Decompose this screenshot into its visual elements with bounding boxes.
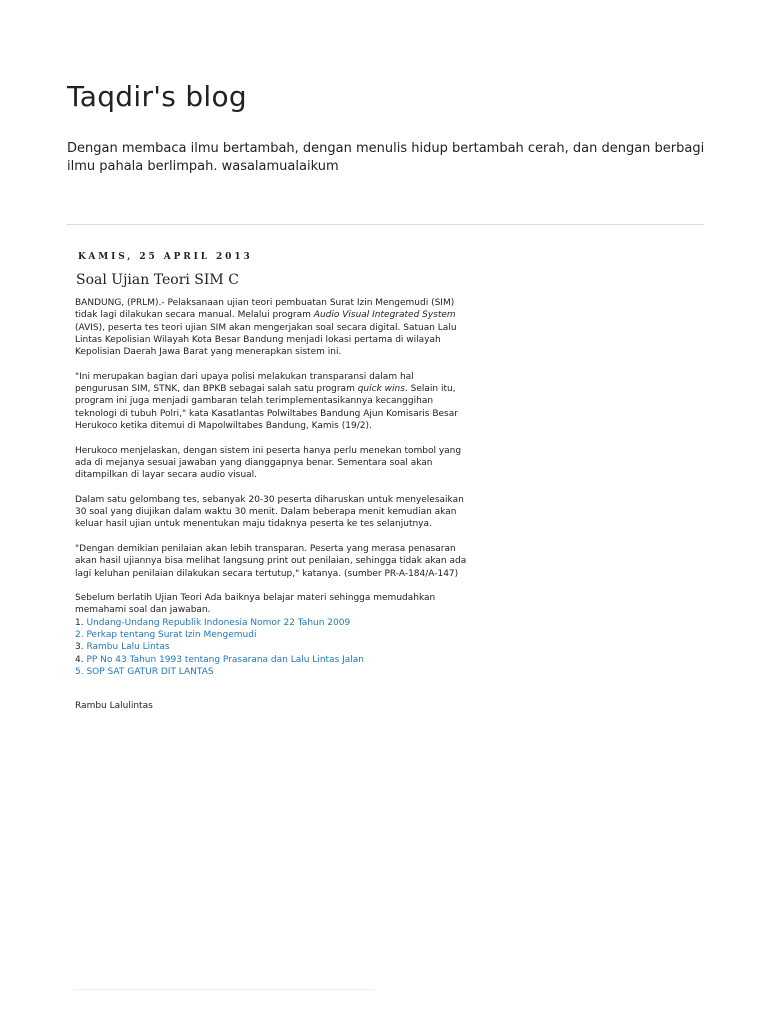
- list-number: 3.: [75, 642, 87, 653]
- link-sop-sat-gatur[interactable]: SOP SAT GATUR DIT LANTAS: [86, 666, 214, 677]
- post-paragraph-5: "Dengan demikian penilaian akan lebih transparan. Peserta yang merasa penasaran akan hasil ujiannya bisa melihat langsung print out penilaian, sehingga tidak akan ada lagi keluhan penilaian dilakukan secara tertutup," katanya. (sumber PR-A-184/A-147): [75, 543, 467, 579]
- reference-links-list: [75, 617, 470, 678]
- blog-description: Dengan membaca ilmu bertambah, dengan menulis hidup bertambah cerah, dan dengan berbagi ilmu pahala berlimpah. wasalamualaikum: [67, 141, 705, 174]
- paragraph-text: "Ini merupakan bagian dari upaya polisi melakukan transparansi dalam hal pengurusan SIM, STNK, dan BPKB sebagai salah satu program: [75, 371, 414, 395]
- link-pp-43-1993[interactable]: PP No 43 Tahun 1993 tentang Prasarana dan Lalu Lintas Jalan: [86, 654, 365, 665]
- post-date: KAMIS, 25 APRIL 2013: [78, 252, 253, 262]
- blog-title[interactable]: Taqdir's blog: [67, 80, 248, 113]
- link-rambu-lalu-lintas[interactable]: Rambu Lalu Lintas: [86, 642, 170, 653]
- list-number: 1.: [75, 617, 87, 628]
- link-perkap-sim[interactable]: Perkap tentang Surat Izin Mengemudi: [86, 630, 257, 641]
- header-divider: [67, 224, 704, 225]
- post-footer-divider: [75, 989, 373, 990]
- list-item: [75, 666, 470, 678]
- list-number: 2.: [75, 630, 87, 641]
- paragraph-text: BANDUNG, (PRLM).- Pelaksanaan ujian teori pembuatan Surat Izin Mengemudi (SIM) tidak lagi dilakukan secara manual. Melalui program: [75, 298, 455, 321]
- image-caption: Rambu Lalulintas: [75, 701, 153, 712]
- blog-header: [67, 80, 707, 174]
- post-paragraph-3: Herukoco menjelaskan, dengan sistem ini peserta hanya perlu menekan tombol yang ada di mejanya sesuai jawaban yang dianggapnya benar. Sementara soal akan ditampilkan di layar secara audio visual.: [75, 445, 462, 481]
- list-item: [75, 641, 470, 653]
- list-number: 4.: [75, 654, 87, 665]
- paragraph-text: . Selain itu, program ini juga menjadi gambaran telah terimplementasikannya kecanggihan teknologi di tubuh Polri," kata Kasatlantas Polwiltabes Bandung Ajun Komisaris Besar Herukoco ketika ditemui di Mapolwiltabes Bandung, Kamis (19/2).: [75, 384, 458, 431]
- list-number: 5.: [75, 666, 87, 677]
- list-item: [75, 617, 470, 629]
- list-item: [75, 654, 470, 666]
- program-name: Audio Visual Integrated System: [313, 310, 456, 321]
- post-paragraph-4: Dalam satu gelombang tes, sebanyak 20-30 peserta diharuskan untuk menyelesaikan 30 soal yang diujikan dalam waktu 30 menit. Dalam beberapa menit kemudian akan keluar hasil ujian untuk menentukan maju tidaknya peserta ke tes selanjutnya.: [75, 494, 464, 530]
- list-item: [75, 629, 470, 641]
- program-name: quick wins: [357, 384, 405, 395]
- paragraph-text: (AVIS), peserta tes teori ujian SIM akan mengerjakan soal secara digital. Satuan Lalu Lintas Kepolisian Wilayah Kota Besar Bandung menjadi lokasi pertama di wilayah Kepolisian Daerah Jawa Barat yang menerapkan sistem ini.: [75, 322, 457, 358]
- link-uu-22-2009[interactable]: Undang-Undang Republik Indonesia Nomor 22 Tahun 2009: [86, 617, 351, 628]
- post-body: [75, 297, 470, 713]
- post-title[interactable]: Soal Ujian Teori SIM C: [76, 272, 239, 288]
- post-paragraph-2: [75, 371, 470, 432]
- post-paragraph-1: [75, 297, 470, 358]
- reference-intro: Sebelum berlatih Ujian Teori Ada baiknya belajar materi sehingga memudahkan memahami soal dan jawaban.: [75, 593, 436, 616]
